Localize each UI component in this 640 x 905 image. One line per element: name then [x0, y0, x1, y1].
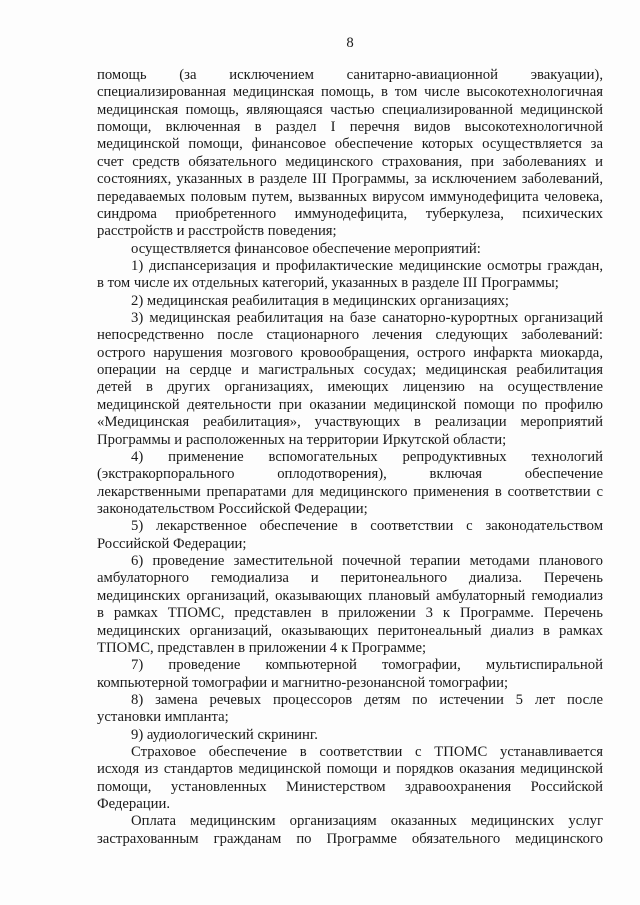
text-line: передаваемых половым путем, вызванных вирусом иммунодефицита человека, — [97, 188, 603, 205]
list-item-6 — [97, 553, 603, 657]
text-line: медицинских организаций, оказывающих плановый амбулаторный гемодиализ — [97, 587, 603, 604]
text-line: ТПОМС, представлен в приложении 4 к Программе; — [97, 639, 427, 656]
text-line: медицинской помощи, финансовое обеспечение которых осуществляется за — [97, 136, 603, 153]
text-line: «Медицинская реабилитация», участвующих в реализации мероприятий — [97, 414, 603, 431]
text-line: медицинской деятельности при оказании медицинской помощи по профилю — [97, 396, 603, 413]
list-item-3 — [97, 310, 603, 449]
text-line: помощь (за исключением санитарно-авиационной эвакуации), — [97, 67, 603, 83]
text-line: 2) медицинская реабилитация в медицинских организациях; — [131, 292, 510, 309]
text-line: 6) проведение заместительной почечной терапии методами планового — [131, 553, 603, 570]
text-line: синдрома приобретенного иммунодефицита, туберкулеза, психических — [97, 205, 603, 222]
text-line: 1) диспансеризация и профилактические медицинские осмотры граждан, — [131, 257, 603, 274]
list-intro: осуществляется финансовое обеспечение мероприятий: — [131, 240, 481, 257]
text-line: расстройств и расстройств поведения; — [97, 223, 337, 240]
text-line: помощи, установленных Министерством здравоохранения Российской — [97, 778, 603, 795]
text-line: операции на сердце и магистральных сосудах; медицинская реабилитация — [97, 362, 603, 379]
text-line: Российской Федерации; — [97, 535, 247, 552]
paragraph-insurance — [97, 744, 603, 813]
page-number: 8 — [346, 35, 354, 51]
page-body — [97, 67, 603, 848]
text-line: 8) замена речевых процессоров детям по истечении 5 лет после — [131, 691, 603, 708]
list-item-4 — [97, 449, 603, 518]
list-item-8 — [97, 692, 603, 727]
text-line: непосредственно после стационарного лечения следующих заболеваний: — [97, 327, 603, 344]
paragraph-continuation — [97, 67, 603, 241]
list-item-2 — [97, 293, 603, 310]
text-line: медицинских организаций, оказывающих перитонеальный диализ в рамках — [97, 622, 603, 639]
text-line: медицинская помощь, являющаяся частью специализированной медицинской — [97, 101, 603, 118]
text-line: Страховое обеспечение в соответствии с ТПОМС устанавливается — [131, 744, 603, 761]
text-line: в том числе их отдельных категорий, указанных в разделе III Программы; — [97, 275, 559, 292]
text-line: амбулаторного гемодиализа и перитонеального диализа. Перечень — [97, 570, 603, 587]
text-line: 3) медицинская реабилитация на базе санаторно-курортных организаций — [131, 310, 603, 327]
text-line: лекарственными препаратами для медицинского применения в соответствии с — [97, 483, 603, 500]
text-line: исходя из стандартов медицинской помощи и порядков оказания медицинской — [97, 761, 603, 778]
text-line: (экстракорпорального оплодотворения), включая обеспечение — [97, 466, 603, 483]
text-line: помощи, включенная в раздел I перечня видов высокотехнологичной — [97, 119, 603, 136]
text-line: счет средств обязательного медицинского страхования, при заболеваниях и — [97, 153, 603, 170]
list-item-5 — [97, 518, 603, 553]
text-line: в рамках ТПОМС, представлен в приложении 3 к Программе. Перечень — [97, 605, 603, 622]
list-item-9 — [97, 727, 603, 744]
text-line: 7) проведение компьютерной томографии, мультиспиральной — [131, 657, 603, 674]
text-line: 4) применение вспомогательных репродуктивных технологий — [131, 448, 603, 465]
text-line: установки импланта; — [97, 709, 229, 726]
text-line: компьютерной томографии и магнитно-резонансной томографии; — [97, 674, 509, 691]
text-line: застрахованным гражданам по Программе обязательного медицинского — [97, 830, 603, 847]
list-item-1 — [97, 258, 603, 293]
text-line: 9) аудиологический скрининг. — [131, 726, 318, 743]
text-line: состояниях, указанных в разделе III Программы, за исключением заболеваний, — [97, 171, 603, 188]
text-line: детей в других организациях, имеющих лицензию на осуществление — [97, 379, 603, 396]
text-line: специализированная медицинская помощь, в том числе высокотехнологичная — [97, 84, 603, 101]
paragraph-payment — [97, 813, 603, 848]
text-line: Программы и расположенных на территории Иркутской области; — [97, 431, 507, 448]
text-line: острого нарушения мозгового кровообращения, острого инфаркта миокарда, — [97, 344, 603, 361]
text-line: Федерации. — [97, 796, 171, 813]
text-line: Оплата медицинским организациям оказанных медицинских услуг — [131, 813, 603, 830]
list-item-7 — [97, 657, 603, 692]
text-line: 5) лекарственное обеспечение в соответствии с законодательством — [131, 518, 603, 535]
text-line: законодательством Российской Федерации; — [97, 500, 368, 517]
